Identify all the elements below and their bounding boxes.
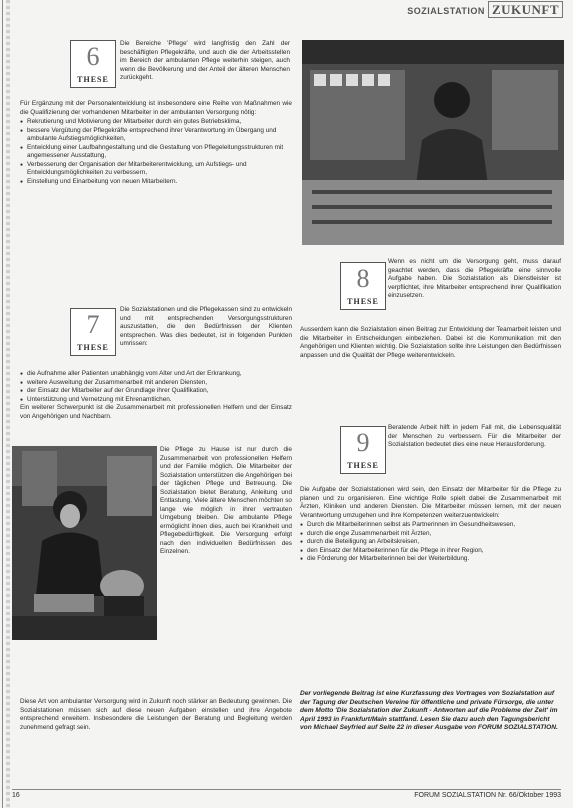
thesis-8-box [340,262,386,310]
thesis-8-intro-col [388,258,561,302]
thesis-6-list [20,118,292,186]
list-item: ● Einstellung und Einarbeitung von neuen Mitarbeitern. [20,178,292,187]
thesis-9-intro: Beratende Arbeit hilft in jedem Fall mit, die Lebensqualität der Menschen zu verbessern. Für die Mitarbeiter der Sozialstation bedeutet dies eine neue Herausforderung. [388,424,561,448]
thesis-7-label: THESE [77,342,109,352]
thesis-6-intro: Die Bereiche 'Pflege' wird langfristig den Zahl der beschäftigten Pflegekräfte, und auch die der Arbeitsstellen im Bereich der ambulanten Pflege weiterhin steigen, auch wenn die Bevölkerung und der Anteil der älteren Menschen zurückgeht. [120,40,290,81]
list-item: ● Verbesserung der Organisation der Mitarbeiterentwicklung, um Aufstiegs- und Entwicklungsmöglichkeiten zu verbessern, [20,161,292,178]
list-item: ● Rekrutierung und Motivierung der Mitarbeiter durch ein gutes Betriebsklima, [20,118,292,127]
thesis-9-box [340,426,386,474]
header-label: ZUKUNFT [488,1,563,18]
list-item: ● weitere Ausweitung der Zusammenarbeit mit anderen Diensten, [20,379,292,388]
thesis-6-label: THESE [77,74,109,84]
bottom-text-col [20,698,292,733]
thesis-9-body: Die Aufgabe der Sozialstationen wird sein, den Einsatz der Mitarbeiter für die Pflege zu planen und zu organisieren. Eine wichtige Rolle spielt dabei die Zusammenarbeit mit Ärzten, Kliniken und anderen Diensten. Die Mitarbeiter müssen lernen, mit der neuen Verantwortung umzugehen und ihre Kompetenzen weiterzuentwickeln: [300,486,561,519]
thesis-6-intro-col [120,40,290,84]
thesis-9-body-col [300,486,561,564]
thesis-6-body: Für Ergänzung mit der Personalentwicklung ist insbesondere eine Reihe von Maßnahmen wie die Qualifizierung der vorhandenen Mitarbeiter in der ambulanten Versorgung nötig: [20,100,292,116]
list-item: ● den Einsatz der Mitarbeiterinnen für die Pflege in ihrer Region, [300,547,561,556]
thesis-9-list [300,521,561,564]
list-item: ● Entwicklung einer Laufbahngestaltung und die Gestaltung von Pflegeleitungsstrukturen mit angemessener Ausstattung, [20,144,292,161]
header-section: SOZIALSTATION [407,6,485,16]
binder-holes [6,0,10,808]
list-item: ● durch die Beteiligung an Arbeitskreisen, [300,538,561,547]
thesis-6-number: 6 [86,42,100,71]
magazine-issue: FORUM SOZIALSTATION Nr. 66/Oktober 1993 [414,791,561,799]
lead-note: Der vorliegende Beitrag ist eine Kurzfassung des Vortrages von Sozialstation auf der Tagung der Deutschen Vereine für öffentliche und private Fürsorge, die unter dem Motto 'Die Sozialstation der Zukunft - Antworten auf die Probleme der Zeit' im April 1993 in Frankfurt/Main stattfand. Lesen Sie dazu auch den Tagungsbericht von Michael Seyfried auf Seite 22 in dieser Ausgabe von FORUM SOZIALSTATION. [300,690,558,731]
page-footer [12,789,561,801]
page-number: 16 [12,791,20,799]
list-item: ● die Förderung der Mitarbeiterinnen bei der Weiterbildung. [300,555,561,564]
list-item: ● Unterstützung und Vernetzung mit Ehrenamtlichen. [20,396,292,405]
section-header [407,2,563,17]
list-item: ● die Aufnahme aller Patienten unabhängig vom Alter und Art der Erkrankung, [20,370,292,379]
thesis-7-intro-col [120,306,292,350]
bottom-text: Diese Art von ambulanter Versorgung wird in Zukunft noch stärker an Bedeutung gewinnen. Die Sozialstationen müssen sich auf diese neuen Aufgaben einstellen und ihre Angebote entsprechend erweitern. Insbesondere die Leistungen der Beratung und Begleitung werden zunehmend gefragt sein. [20,698,292,731]
thesis-6-box [70,40,116,88]
thesis-7-number: 7 [86,310,100,339]
thesis-8-intro: Wenn es nicht um die Versorgung geht, muss darauf geachtet werden, dass die Pflegekräfte eine sinnvolle Aufgabe haben. Die Sozialstation als Dienstleister ist verpflichtet, ihre Mitarbeiter entsprechend ihrer Qualifikation einzusetzen. [388,258,561,299]
thesis-8-number: 8 [356,264,370,293]
thesis-7-body-col [20,370,292,422]
list-item: ● der Einsatz der Mitarbeiter auf der Grundlage ihrer Qualifikation, [20,387,292,396]
thesis-9-label: THESE [347,460,379,470]
page-edge [2,0,3,808]
thesis-7-intro: Die Sozialstationen und die Pflegekassen sind zu entwickeln und mit entsprechenden Versorgungsstrukturen auszustatten, die den Bedürfnissen der Klienten entsprechen. Was dies bedeutet, ist in folgenden Punkten umrissen: [120,306,292,347]
photo-side-text: Die Pflege zu Hause ist nur durch die Zusammenarbeit von professionellen Helfern und der Familie möglich. Die Mitarbeiter der Sozialstation unterstützen die Angehörigen bei der täglichen Pflege und Betreuung. Die Sozialstation bietet Beratung, Anleitung und Entlastung. Viele ältere Menschen möchten so lange wie möglich in ihrer vertrauten Umgebung bleiben. Die ambulante Pflege ermöglicht ihnen dies, auch bei Krankheit und Pflegebedürftigkeit. Die Versorgung erfolgt nach den individuellen Bedürfnissen des Einzelnen. [160,446,292,555]
thesis-7-outro: Ein weiterer Schwerpunkt ist die Zusammenarbeit mit professionellen Helfern und der Einsatz von Angehörigen und Nachbarn. [20,404,292,420]
thesis-7-box [70,308,116,356]
photo-pharmacy [302,40,564,245]
thesis-8-label: THESE [347,296,379,306]
list-item: ● bessere Vergütung der Pflegekräfte entsprechend ihrer Verantwortung im Übergang und ambulante Aufstiegsmöglichkeiten, [20,127,292,144]
list-item: ● Durch die Mitarbeiterinnen selbst als Partnerinnen im Gesundheitswesen, [300,521,561,530]
thesis-7-list [20,370,292,404]
thesis-8-body: Ausserdem kann die Sozialstation einen Beitrag zur Entwicklung der Teamarbeit leisten und die Mitarbeiter in Entscheidungen einbeziehen. Dabei ist die Kommunikation mit den Angehörigen und Klienten wichtig. Die Sozialstation sollte ihre Leistungen den Bedürfnissen anpassen und die Qualität der Pflege weiterentwickeln. [300,326,561,359]
photo-side-text-col [160,446,292,558]
thesis-6-body-col [20,100,292,186]
photo-nurse-and-client [12,446,157,640]
thesis-9-intro-col [388,424,561,451]
thesis-9-number: 9 [356,428,370,457]
thesis-8-body-col [300,326,561,361]
list-item: ● durch die enge Zusammenarbeit mit Ärzten, [300,530,561,539]
